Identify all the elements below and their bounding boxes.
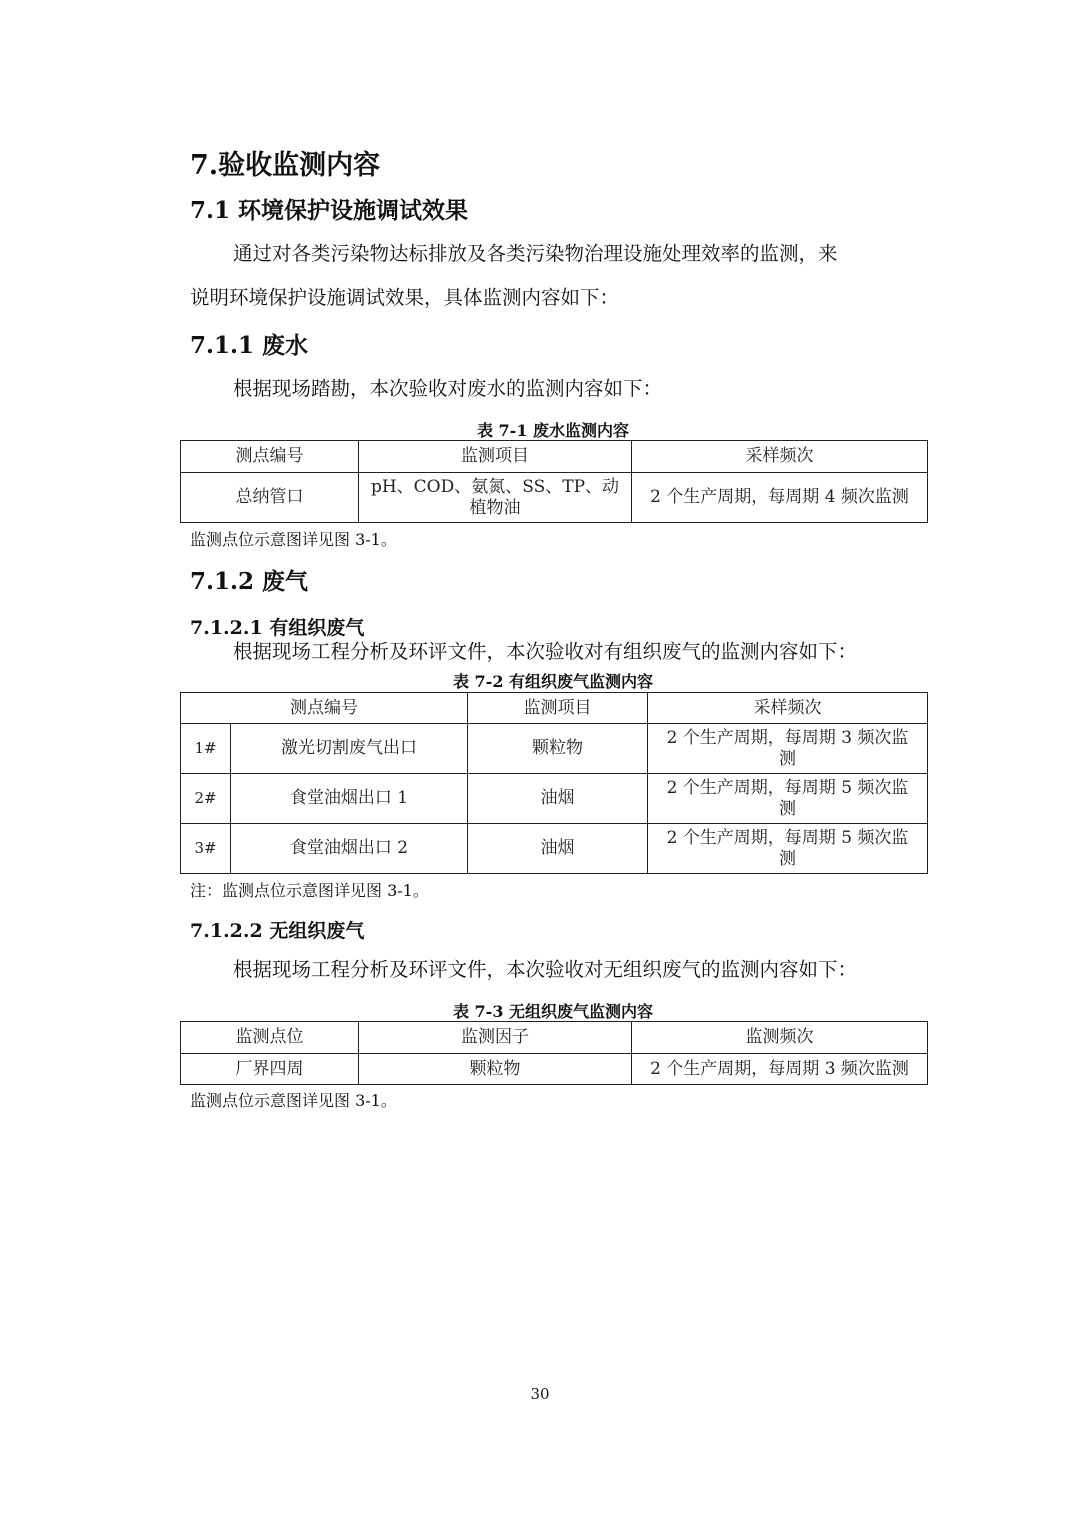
table-cell: 激光切割废气出口 (231, 724, 468, 774)
section-heading-7-1-1: 7.1.1 废水 (190, 332, 309, 359)
table-header-cell: 监测频次 (632, 1022, 928, 1054)
unorganized-intro: 根据现场工程分析及环评文件，本次验收对无组织废气的监测内容如下： (233, 958, 858, 981)
table-header-cell: 测点编号 (181, 441, 359, 473)
table-cell: 2 个生产周期，每周期 4 频次监测 (632, 473, 928, 523)
cell-line: 测 (779, 748, 796, 769)
intro-paragraph-line1: 通过对各类污染物达标排放及各类污染物治理设施处理效率的监测，来 (233, 242, 838, 265)
table-cell (648, 824, 928, 874)
table-header-cell: 监测项目 (359, 441, 632, 473)
section-heading-7-1-2-2: 7.1.2.2 无组织废气 (190, 920, 365, 942)
table-cell: 颗粒物 (359, 1054, 632, 1085)
section-heading-7-1: 7.1 环境保护设施调试效果 (190, 197, 469, 224)
section-heading-7-1-2: 7.1.2 废气 (190, 568, 309, 595)
cell-line: 测 (779, 798, 796, 819)
section-heading-7-1-2-1: 7.1.2.1 有组织废气 (190, 617, 365, 639)
table-cell: 食堂油烟出口 2 (231, 824, 468, 874)
cell-line: 2 个生产周期，每周期 5 频次监 (666, 777, 909, 798)
table-cell: 1# (181, 724, 231, 774)
organized-intro: 根据现场工程分析及环评文件，本次验收对有组织废气的监测内容如下： (233, 640, 858, 663)
wastewater-table (180, 440, 928, 523)
table-row (181, 724, 928, 774)
table-header-row (181, 441, 928, 473)
table-cell: 颗粒物 (468, 724, 648, 774)
table-cell (359, 473, 632, 523)
cell-line: 测 (779, 848, 796, 869)
table-cell: 油烟 (468, 824, 648, 874)
table-header-cell: 采样频次 (648, 693, 928, 724)
chapter-heading: 7.验收监测内容 (190, 150, 381, 181)
table-cell: 3# (181, 824, 231, 874)
unorganized-gas-table (180, 1021, 928, 1085)
organized-gas-table (180, 692, 928, 874)
table-header-cell: 监测因子 (359, 1022, 632, 1054)
cell-line: 植物油 (469, 497, 521, 518)
page-number: 30 (530, 1385, 550, 1403)
table-header-cell: 监测点位 (181, 1022, 359, 1054)
table-header-cell: 监测项目 (468, 693, 648, 724)
table-row (181, 774, 928, 824)
table-cell: 厂界四周 (181, 1054, 359, 1085)
table-cell: 2 个生产周期，每周期 3 频次监测 (632, 1054, 928, 1085)
table1-caption: 表 7-1 废水监测内容 (476, 421, 630, 440)
table-row (181, 1054, 928, 1085)
cell-line: 2 个生产周期，每周期 5 频次监 (666, 827, 909, 848)
table-cell: 食堂油烟出口 1 (231, 774, 468, 824)
table-cell: 油烟 (468, 774, 648, 824)
table2-caption: 表 7-2 有组织废气监测内容 (452, 672, 654, 691)
table-header-row (181, 1022, 928, 1054)
table1-note: 监测点位示意图详见图 3-1。 (190, 530, 397, 549)
cell-line: 2 个生产周期，每周期 3 频次监 (666, 727, 909, 748)
table-row (181, 824, 928, 874)
intro-paragraph-line2: 说明环境保护设施调试效果，具体监测内容如下： (190, 286, 620, 309)
table-row (181, 473, 928, 523)
table-header-cell: 采样频次 (632, 441, 928, 473)
cell-line: pH、COD、氨氮、SS、TP、动 (370, 476, 620, 497)
table-header-cell: 测点编号 (181, 693, 468, 724)
wastewater-intro: 根据现场踏勘，本次验收对废水的监测内容如下： (233, 377, 663, 400)
table3-caption: 表 7-3 无组织废气监测内容 (452, 1002, 654, 1021)
table2-note: 注：监测点位示意图详见图 3-1。 (190, 881, 429, 900)
table3-note: 监测点位示意图详见图 3-1。 (190, 1091, 397, 1110)
table-cell (648, 774, 928, 824)
table-cell (648, 724, 928, 774)
table-header-row (181, 693, 928, 724)
table-cell: 总纳管口 (181, 473, 359, 523)
table-cell: 2# (181, 774, 231, 824)
